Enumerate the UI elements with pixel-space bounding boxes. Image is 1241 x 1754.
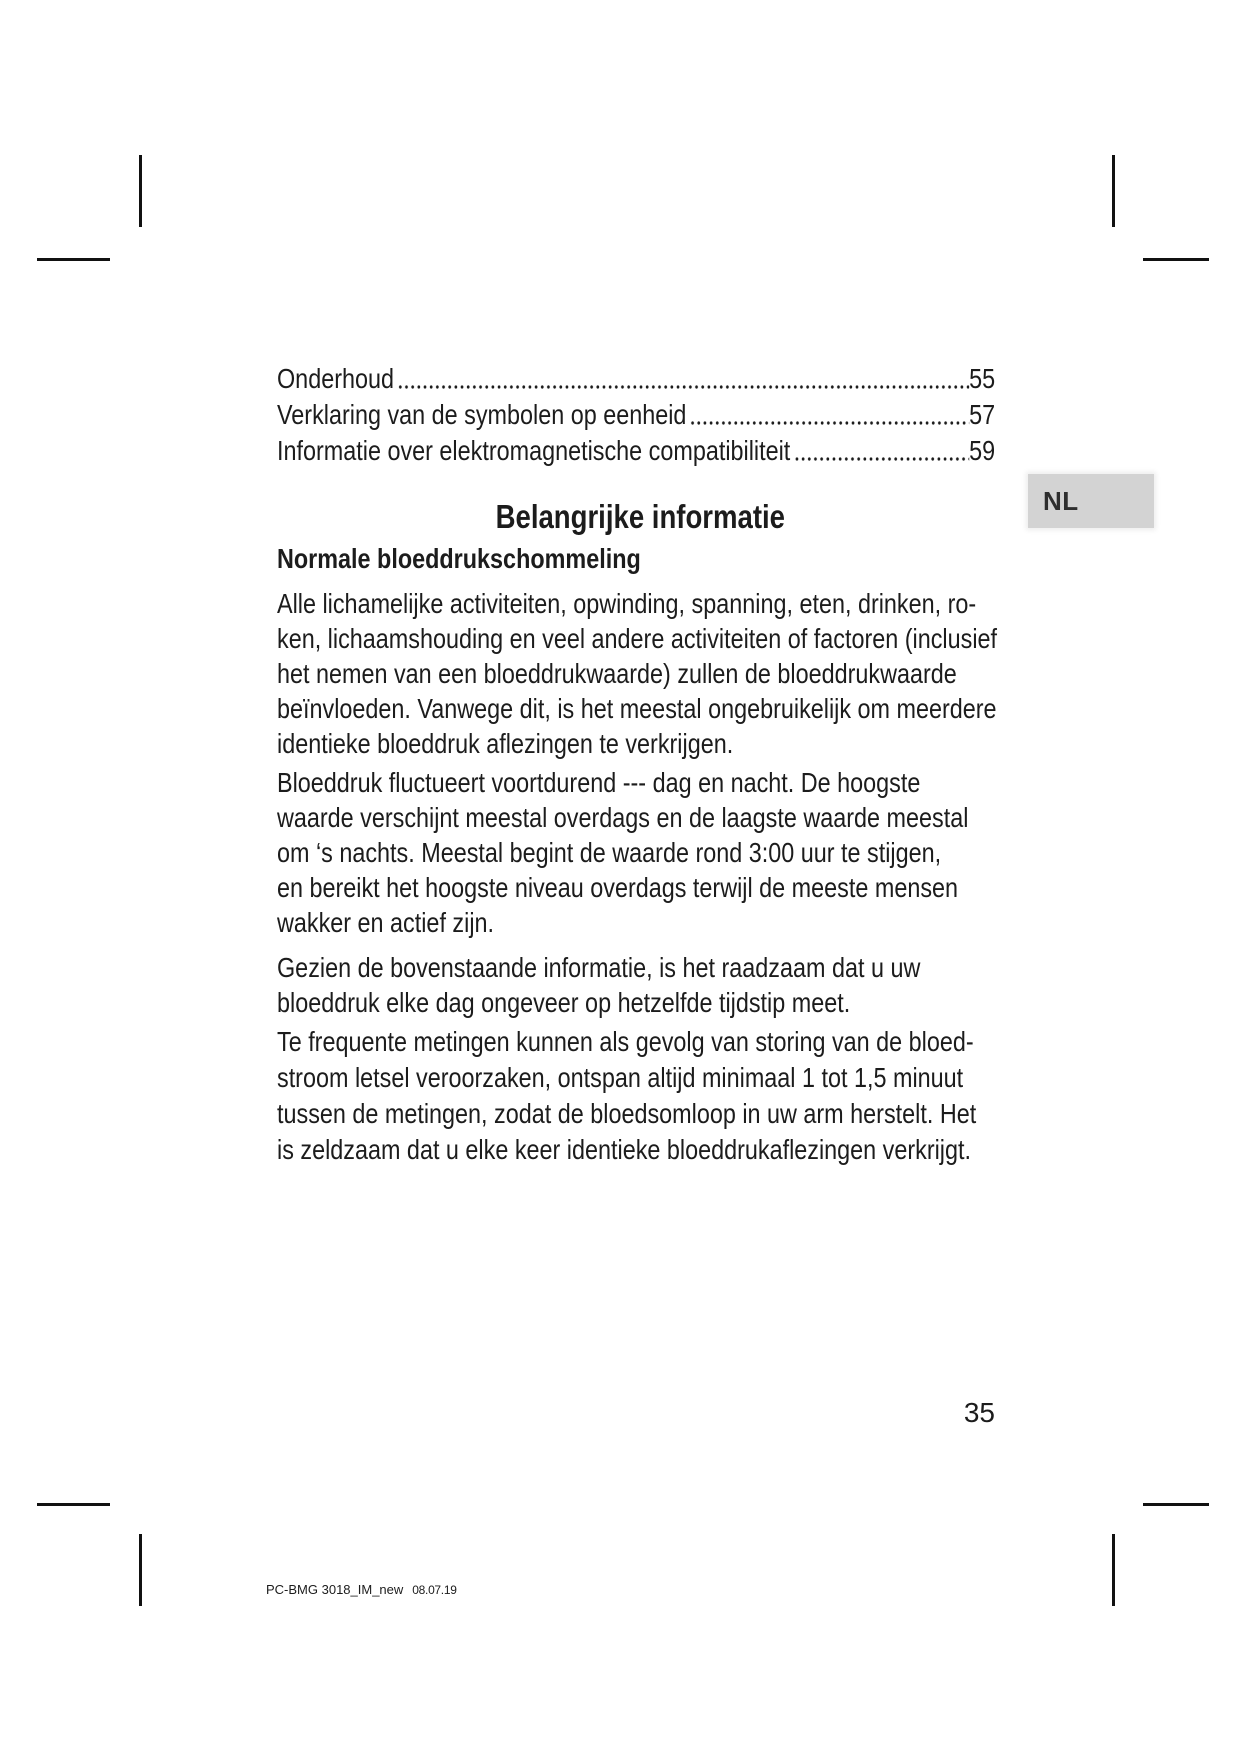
section-subtitle: Normale bloeddrukschommeling: [277, 543, 641, 574]
paragraph-line: identieke bloeddruk aflezingen te verkrijgen.: [277, 728, 734, 759]
toc-entry: [277, 361, 995, 397]
paragraph-line: ken, lichaamshouding en veel andere activiteiten of factoren (inclusief: [277, 623, 998, 654]
paragraph-line: beïnvloeden. Vanwege dit, is het meestal ongebruikelijk om meerdere: [277, 693, 997, 724]
language-tab-label: NL: [1043, 486, 1079, 516]
toc-entry: [277, 433, 995, 469]
paragraph: [277, 1024, 976, 1168]
paragraph-line: Alle lichamelijke activiteiten, opwinding, spanning, eten, drinken, ro-: [277, 588, 977, 619]
body-text: [277, 586, 1003, 1186]
crop-mark-bottom-right-vertical: [1112, 1534, 1115, 1606]
toc-entry-label: Verklaring van de symbolen op eenheid: [277, 399, 687, 430]
toc-leader-dots: [690, 397, 969, 433]
table-of-contents: [277, 361, 995, 469]
section-title: [281, 497, 999, 537]
crop-mark-bottom-left-horizontal: [37, 1503, 110, 1506]
paragraph-line: Te frequente metingen kunnen als gevolg van storing van de bloed-: [277, 1026, 974, 1057]
section-title-text: Belangrijke informatie: [495, 498, 785, 535]
crop-mark-top-right-horizontal: [1143, 258, 1209, 261]
toc-leader-dots: [397, 361, 969, 397]
crop-mark-top-left-vertical: [139, 155, 142, 227]
paragraph: [277, 586, 997, 761]
crop-mark-bottom-left-vertical: [139, 1534, 142, 1606]
paragraph-line: het nemen van een bloeddrukwaarde) zullen de bloeddrukwaarde: [277, 658, 957, 689]
paragraph-line: Bloeddruk fluctueert voortdurend --- dag en nacht. De hoogste: [277, 767, 921, 798]
toc-leader-dots: [794, 433, 969, 469]
paragraph-line: Gezien de bovenstaande informatie, is het raadzaam dat u uw: [277, 952, 921, 983]
paragraph-line: tussen de metingen, zodat de bloedsomloop in uw arm herstelt. Het: [277, 1098, 977, 1129]
paragraph-line: is zeldzaam dat u elke keer identieke bloeddrukaflezingen verkrijgt.: [277, 1134, 972, 1165]
paragraph-line: bloeddruk elke dag ongeveer op hetzelfde tijdstip meet.: [277, 987, 851, 1018]
footer-document-id: PC-BMG 3018_IM_new: [266, 1582, 404, 1597]
crop-mark-top-left-horizontal: [37, 258, 110, 261]
crop-mark-bottom-right-horizontal: [1143, 1503, 1209, 1506]
toc-entry: [277, 397, 995, 433]
paragraph-line: wakker en actief zijn.: [277, 907, 495, 938]
crop-mark-top-right-vertical: [1112, 155, 1115, 227]
page-number: 35: [963, 1397, 995, 1428]
paragraph-line: waarde verschijnt meestal overdags en de laagste waarde meestal: [277, 802, 969, 833]
language-tab: [1028, 474, 1154, 528]
paragraph-line: om ‘s nachts. Meestal begint de waarde rond 3:00 uur te stijgen,: [277, 837, 942, 868]
toc-entry-page: 57: [969, 399, 996, 430]
toc-entry-page: 55: [969, 363, 996, 394]
toc-entry-label: Onderhoud: [277, 363, 394, 394]
toc-entry-label: Informatie over elektromagnetische compatibiliteit: [277, 435, 791, 466]
paragraph-line: stroom letsel veroorzaken, ontspan altijd minimaal 1 tot 1,5 minuut: [277, 1062, 964, 1093]
paragraph-line: en bereikt het hoogste niveau overdags terwijl de meeste mensen: [277, 872, 959, 903]
paragraph: [277, 765, 968, 940]
paragraph: [277, 950, 920, 1020]
toc-entry-page: 59: [969, 435, 996, 466]
print-footer: [266, 1581, 457, 1599]
footer-date: 08.07.19: [412, 1583, 457, 1597]
